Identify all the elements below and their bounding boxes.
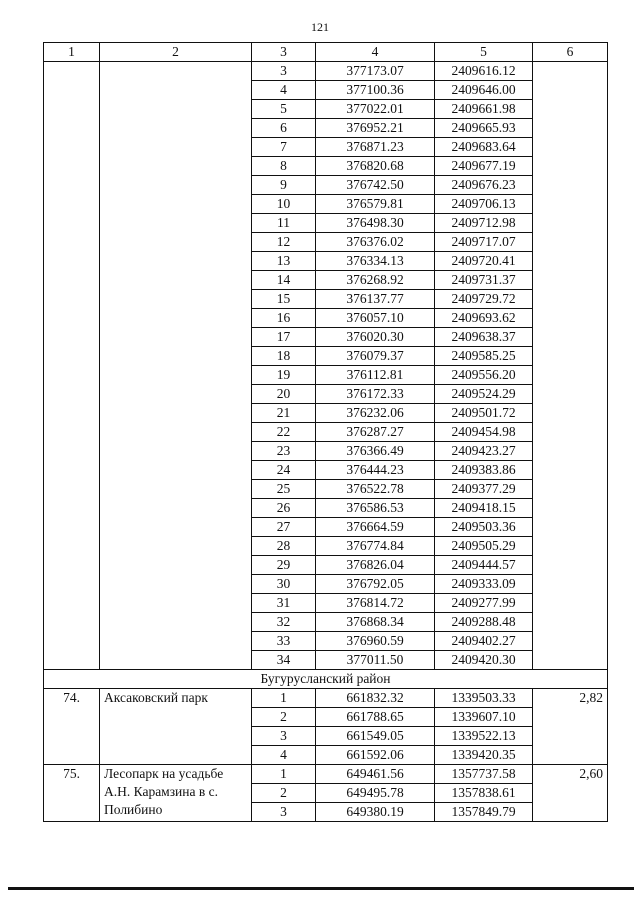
object-number-cell [44, 62, 100, 670]
coordinate-x: 376579.81 [316, 195, 435, 214]
district-title: Бугурусланский район [44, 670, 608, 689]
coordinate-y: 2409585.25 [435, 347, 533, 366]
point-number: 20 [252, 385, 316, 404]
coordinate-y: 2409646.00 [435, 81, 533, 100]
coordinate-x: 377011.50 [316, 651, 435, 670]
coordinate-y: 2409420.30 [435, 651, 533, 670]
column-header-4: 4 [316, 43, 435, 62]
coordinate-y: 2409524.29 [435, 385, 533, 404]
coordinate-x: 376287.27 [316, 423, 435, 442]
coordinate-y: 2409277.99 [435, 594, 533, 613]
coordinate-y: 2409665.93 [435, 119, 533, 138]
point-number: 1 [252, 765, 316, 784]
coordinate-x: 376820.68 [316, 157, 435, 176]
coordinate-x: 376366.49 [316, 442, 435, 461]
point-number: 15 [252, 290, 316, 309]
coordinate-x: 376020.30 [316, 328, 435, 347]
point-number: 18 [252, 347, 316, 366]
object-name: Аксаковский парк [100, 689, 252, 765]
object-area: 2,60 [533, 765, 608, 822]
coordinate-x: 376826.04 [316, 556, 435, 575]
point-number: 28 [252, 537, 316, 556]
point-number: 12 [252, 233, 316, 252]
point-number: 2 [252, 784, 316, 803]
coordinate-y: 2409731.37 [435, 271, 533, 290]
object-area: 2,82 [533, 689, 608, 765]
point-number: 27 [252, 518, 316, 537]
coordinate-x: 661832.32 [316, 689, 435, 708]
coordinate-x: 376112.81 [316, 366, 435, 385]
coordinate-x: 661592.06 [316, 746, 435, 765]
point-number: 29 [252, 556, 316, 575]
coordinate-x: 376232.06 [316, 404, 435, 423]
point-number: 2 [252, 708, 316, 727]
point-number: 7 [252, 138, 316, 157]
coordinate-y: 2409418.15 [435, 499, 533, 518]
coordinate-x: 376079.37 [316, 347, 435, 366]
coordinate-x: 649495.78 [316, 784, 435, 803]
coordinate-x: 376522.78 [316, 480, 435, 499]
coordinate-y: 2409423.27 [435, 442, 533, 461]
coordinate-x: 376868.34 [316, 613, 435, 632]
coordinate-y: 2409503.36 [435, 518, 533, 537]
coordinate-y: 2409454.98 [435, 423, 533, 442]
point-number: 3 [252, 727, 316, 746]
coordinate-y: 2409676.23 [435, 176, 533, 195]
coordinate-x: 376057.10 [316, 309, 435, 328]
point-number: 16 [252, 309, 316, 328]
coordinate-y: 1357737.58 [435, 765, 533, 784]
coordinate-x: 376814.72 [316, 594, 435, 613]
coordinate-x: 376137.77 [316, 290, 435, 309]
coordinate-y: 2409556.20 [435, 366, 533, 385]
coordinate-x: 649461.56 [316, 765, 435, 784]
point-number: 4 [252, 81, 316, 100]
table-row [44, 62, 608, 81]
column-number-row [44, 43, 608, 62]
coordinate-x: 376444.23 [316, 461, 435, 480]
point-number: 3 [252, 803, 316, 822]
coordinate-y: 1357849.79 [435, 803, 533, 822]
coordinate-y: 1339522.13 [435, 727, 533, 746]
point-number: 31 [252, 594, 316, 613]
coordinate-x: 649380.19 [316, 803, 435, 822]
coordinate-x: 376586.53 [316, 499, 435, 518]
point-number: 9 [252, 176, 316, 195]
point-number: 4 [252, 746, 316, 765]
coordinate-x: 376774.84 [316, 537, 435, 556]
coordinate-y: 2409383.86 [435, 461, 533, 480]
point-number: 33 [252, 632, 316, 651]
page-number: 121 [311, 20, 329, 34]
coordinate-y: 2409717.07 [435, 233, 533, 252]
point-number: 22 [252, 423, 316, 442]
coordinate-y: 2409677.19 [435, 157, 533, 176]
coordinate-x: 376376.02 [316, 233, 435, 252]
table-row [44, 765, 608, 784]
coordinate-y: 1339607.10 [435, 708, 533, 727]
coordinate-y: 2409444.57 [435, 556, 533, 575]
point-number: 13 [252, 252, 316, 271]
point-number: 14 [252, 271, 316, 290]
object-name: Лесопарк на усадьбе А.Н. Карамзина в с. Полибино [100, 765, 252, 822]
point-number: 21 [252, 404, 316, 423]
coordinate-x: 661549.05 [316, 727, 435, 746]
coordinate-y: 2409693.62 [435, 309, 533, 328]
column-header-1: 1 [44, 43, 100, 62]
point-number: 6 [252, 119, 316, 138]
point-number: 1 [252, 689, 316, 708]
coordinate-y: 2409377.29 [435, 480, 533, 499]
coordinate-x: 376664.59 [316, 518, 435, 537]
coordinate-x: 661788.65 [316, 708, 435, 727]
column-header-3: 3 [252, 43, 316, 62]
coordinate-y: 2409501.72 [435, 404, 533, 423]
coordinate-y: 2409661.98 [435, 100, 533, 119]
coordinate-x: 376742.50 [316, 176, 435, 195]
point-number: 19 [252, 366, 316, 385]
coordinate-y: 2409638.37 [435, 328, 533, 347]
column-header-2: 2 [100, 43, 252, 62]
coordinate-x: 376268.92 [316, 271, 435, 290]
point-number: 23 [252, 442, 316, 461]
coordinates-table-body [44, 43, 608, 822]
column-header-5: 5 [435, 43, 533, 62]
coordinate-x: 377173.07 [316, 62, 435, 81]
point-number: 30 [252, 575, 316, 594]
coordinate-y: 2409683.64 [435, 138, 533, 157]
district-row [44, 670, 608, 689]
coordinates-table [43, 42, 608, 822]
coordinate-y: 2409712.98 [435, 214, 533, 233]
coordinate-y: 1339420.35 [435, 746, 533, 765]
point-number: 26 [252, 499, 316, 518]
coordinate-x: 376334.13 [316, 252, 435, 271]
coordinate-y: 2409505.29 [435, 537, 533, 556]
coordinate-y: 2409616.12 [435, 62, 533, 81]
coordinate-y: 2409402.27 [435, 632, 533, 651]
point-number: 8 [252, 157, 316, 176]
coordinate-x: 377022.01 [316, 100, 435, 119]
coordinate-y: 2409288.48 [435, 613, 533, 632]
point-number: 32 [252, 613, 316, 632]
bottom-rule [8, 887, 634, 890]
column-header-6: 6 [533, 43, 608, 62]
coordinate-x: 376960.59 [316, 632, 435, 651]
coordinate-y: 2409333.09 [435, 575, 533, 594]
object-number: 74. [44, 689, 100, 765]
coordinate-x: 377100.36 [316, 81, 435, 100]
coordinate-x: 376498.30 [316, 214, 435, 233]
point-number: 34 [252, 651, 316, 670]
object-name-cell [100, 62, 252, 670]
point-number: 10 [252, 195, 316, 214]
coordinate-x: 376871.23 [316, 138, 435, 157]
point-number: 25 [252, 480, 316, 499]
coordinate-x: 376172.33 [316, 385, 435, 404]
coordinate-y: 2409706.13 [435, 195, 533, 214]
point-number: 17 [252, 328, 316, 347]
coordinate-y: 2409720.41 [435, 252, 533, 271]
coordinate-x: 376952.21 [316, 119, 435, 138]
point-number: 24 [252, 461, 316, 480]
point-number: 5 [252, 100, 316, 119]
coordinate-y: 1357838.61 [435, 784, 533, 803]
area-cell [533, 62, 608, 670]
coordinate-x: 376792.05 [316, 575, 435, 594]
coordinate-y: 2409729.72 [435, 290, 533, 309]
point-number: 3 [252, 62, 316, 81]
table-row [44, 689, 608, 708]
object-number: 75. [44, 765, 100, 822]
coordinate-y: 1339503.33 [435, 689, 533, 708]
point-number: 11 [252, 214, 316, 233]
